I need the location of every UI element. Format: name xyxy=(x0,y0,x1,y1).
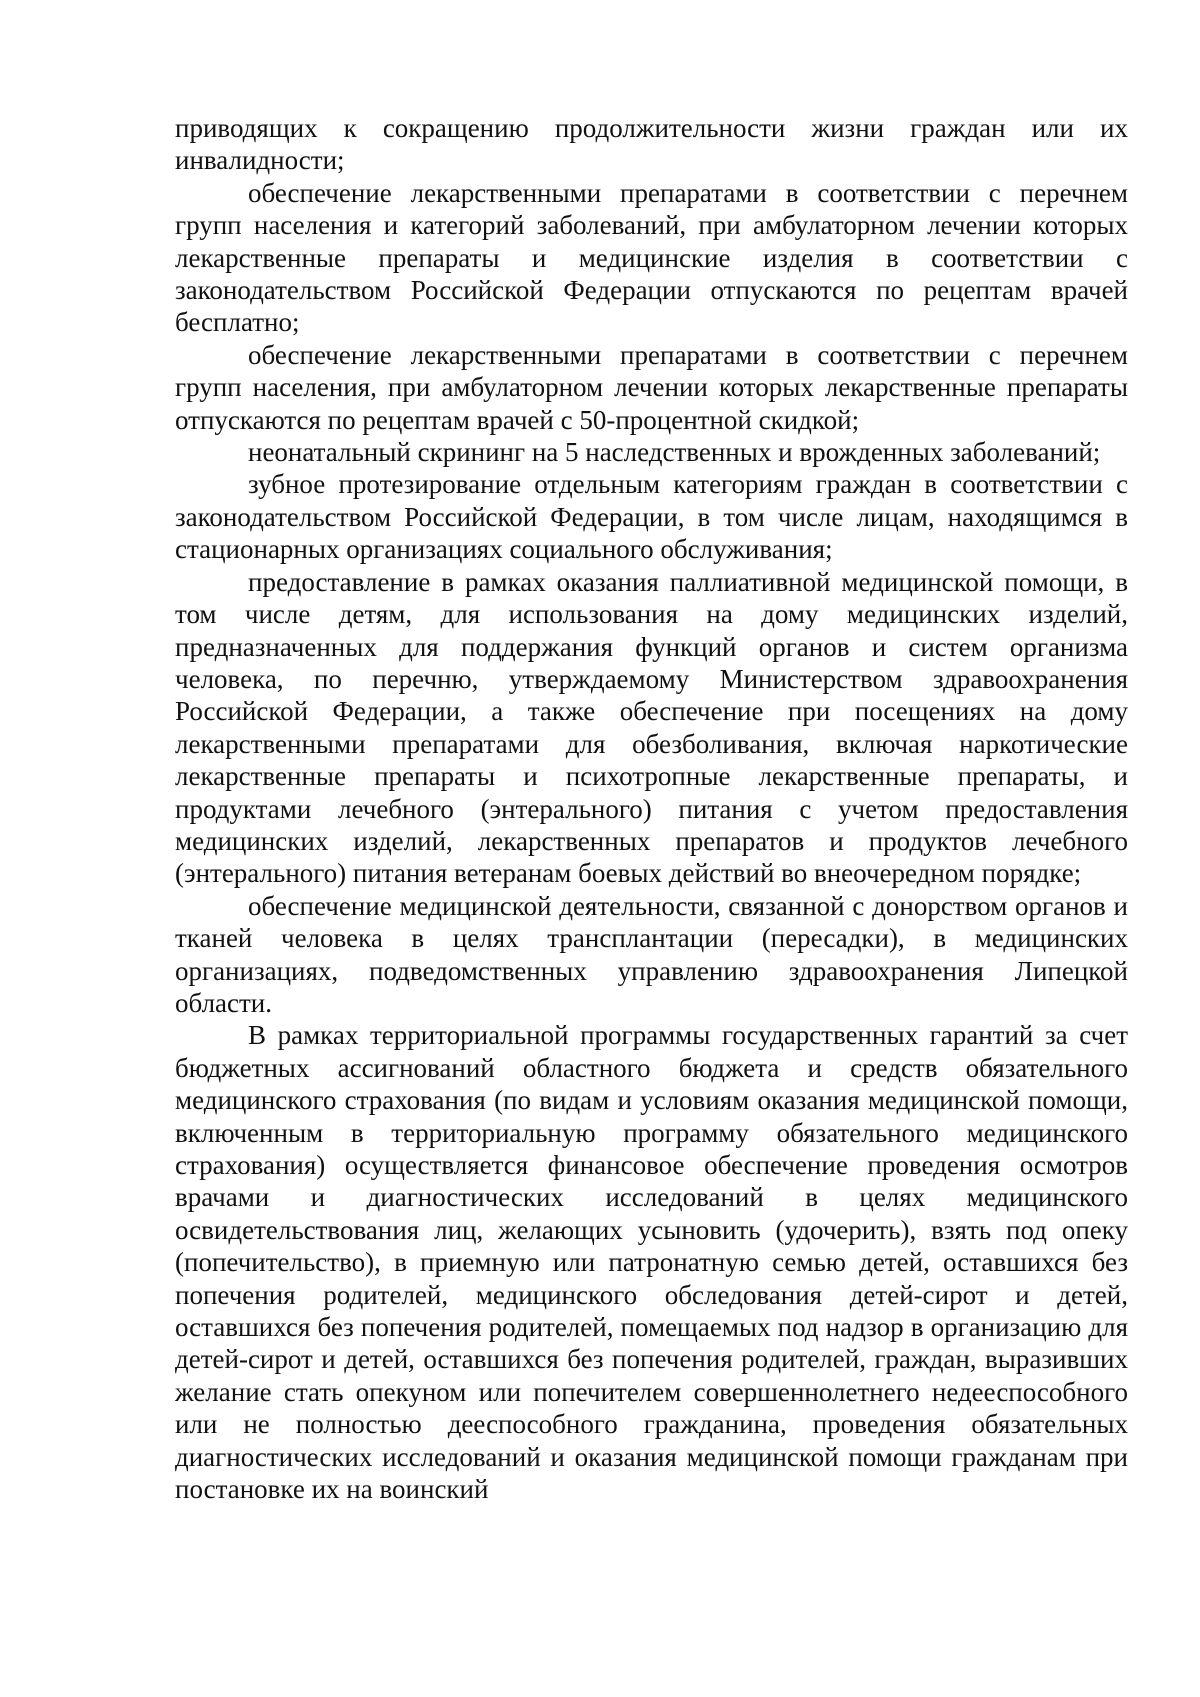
paragraph-palliative-care: предоставление в рамках оказания паллиативной медицинской помощи, в том числе детям, для использования на дому медицинских изделий, предназначенных для поддержания функций органов и систем организма человека, по перечню, утверждаемому Министерством здравоохранения Российской Федерации, а также обеспечение при посещениях на дому лекарственными препаратами для обезболивания, включая наркотические лекарственные препараты и психотропные лекарственные препараты, и продуктами лечебного (энтерального) питания с учетом предоставления медицинских изделий, лекарственных препаратов и продуктов лечебного (энтерального) питания ветеранам боевых действий во внеочередном порядке; xyxy=(175,566,1128,889)
document-page xyxy=(175,112,1128,1505)
paragraph-discount-drugs: обеспечение лекарственными препаратами в соответствии с перечнем групп населения, при амбулаторном лечении которых лекарственные препараты отпускаются по рецептам врачей с 50-процентной скидкой; xyxy=(175,339,1128,435)
paragraph-organ-donation: обеспечение медицинской деятельности, связанной с донорством органов и тканей человека в целях трансплантации (пересадки), в медицинских организациях, подведомственных управлению здравоохранения Липецкой области. xyxy=(175,890,1128,1018)
paragraph-continuation: приводящих к сокращению продолжительности жизни граждан или их инвалидности; xyxy=(175,113,1128,176)
paragraph-neonatal-screening: неонатальный скрининг на 5 наследственных и врожденных заболеваний; xyxy=(248,437,1101,468)
paragraph-territorial-program: В рамках территориальной программы государственных гарантий за счет бюджетных ассигнований областного бюджета и средств обязательного медицинского страхования (по видам и условиям оказания медицинской помощи, включенным в территориальную программу обязательного медицинского страхования) осуществляется финансовое обеспечение проведения осмотров врачами и диагностических исследований в целях медицинского освидетельствования лиц, желающих усыновить (удочерить), взять под опеку (попечительство), в приемную или патронатную семью детей, оставшихся без попечения родителей, медицинского обследования детей-сирот и детей, оставшихся без попечения родителей, помещаемых под надзор в организацию для детей-сирот и детей, оставшихся без попечения родителей, граждан, выразивших желание стать опекуном или попечителем совершеннолетнего недееспособного или не полностью дееспособного гражданина, проведения обязательных диагностических исследований и оказания медицинской помощи гражданам при постановке их на воинский xyxy=(175,1020,1128,1505)
paragraph-free-drugs: обеспечение лекарственными препаратами в соответствии с перечнем групп населения и категорий заболеваний, при амбулаторном лечении которых лекарственные препараты и медицинские изделия в соответствии с законодательством Российской Федерации отпускаются по рецептам врачей бесплатно; xyxy=(175,177,1128,338)
paragraph-dental-prosthetics: зубное протезирование отдельным категориям граждан в соответствии с законодательством Российской Федерации, в том числе лицам, находящимся в стационарных организациях социального обслуживания; xyxy=(175,469,1128,565)
